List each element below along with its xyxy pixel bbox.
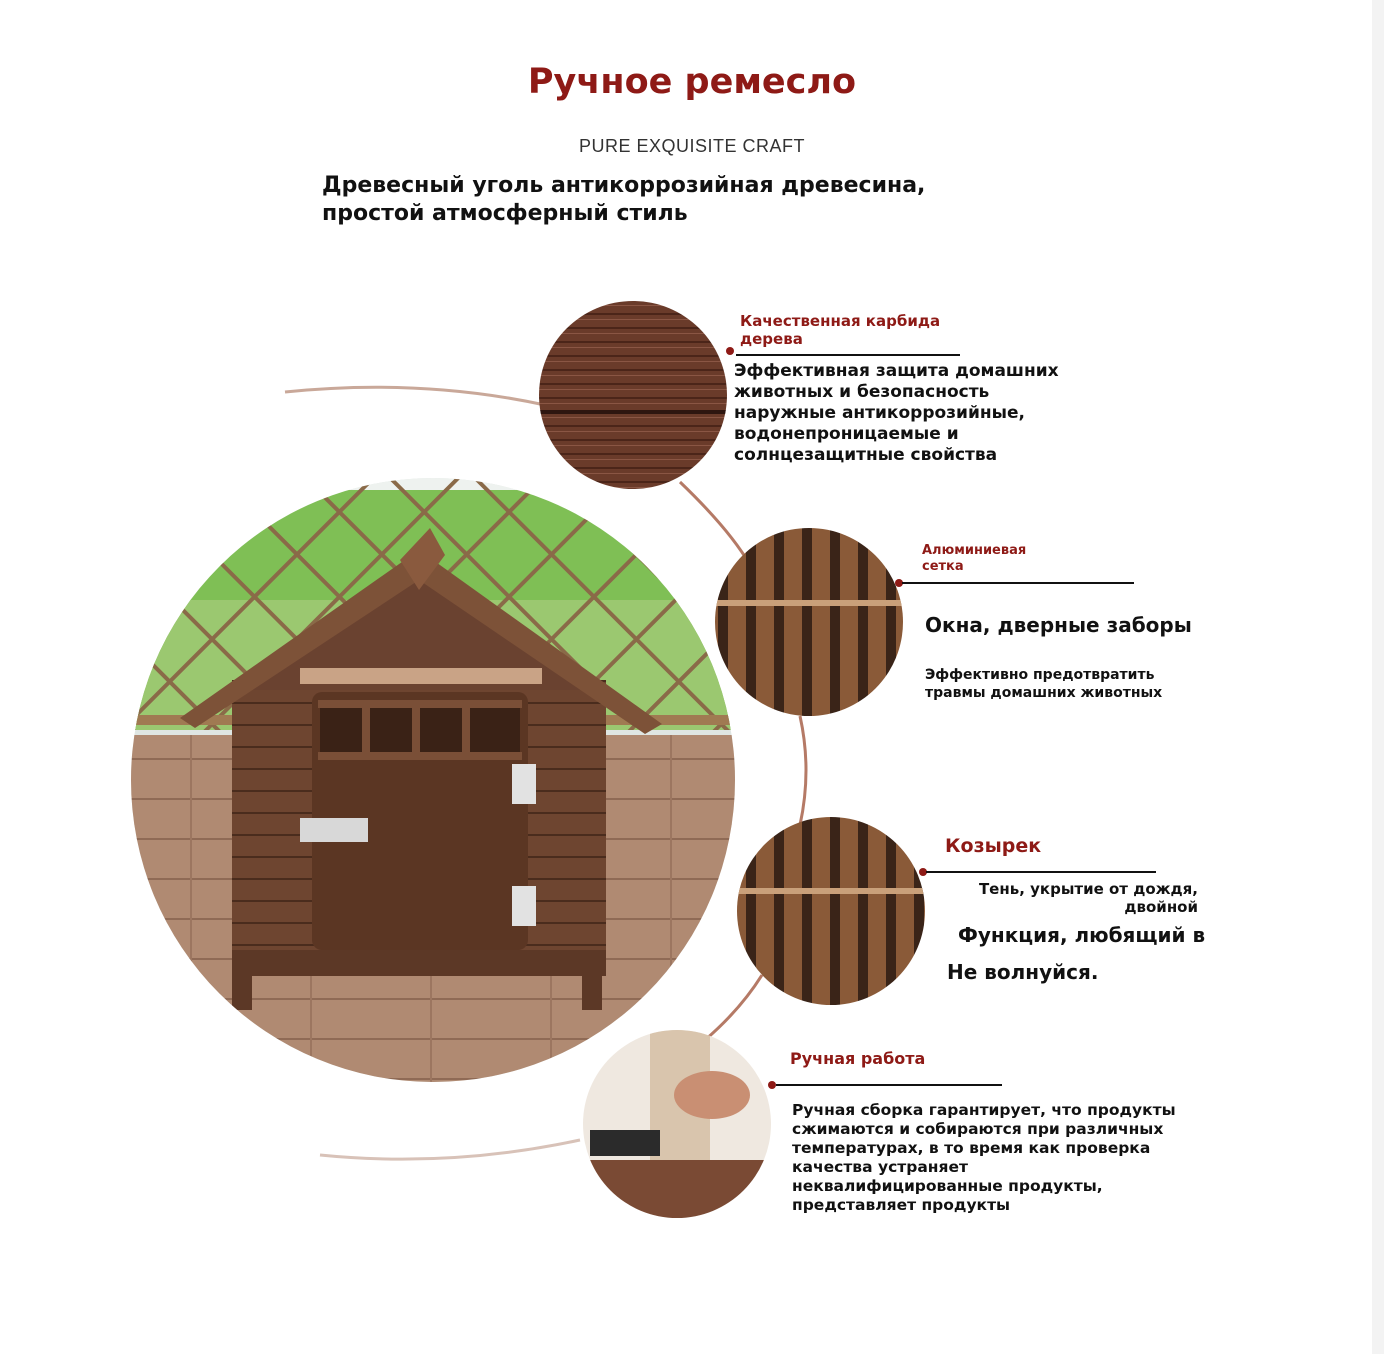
feature-heading-aluminium-mesh: Окна, дверные заборы <box>925 613 1192 637</box>
feature-divider <box>736 354 960 356</box>
feature-label-visor: Козырек <box>945 835 1042 857</box>
connector-arc <box>705 975 762 1040</box>
connector-arc <box>800 716 806 825</box>
feature-text-visor: Тень, укрытие от дождя, двойной <box>978 880 1198 916</box>
visor-photo <box>727 808 937 1018</box>
feature-label-aluminium-mesh: Алюминиевая сетка <box>922 543 1027 574</box>
feature-divider <box>926 871 1156 873</box>
handmade-photo <box>573 1020 783 1230</box>
feature-text-aluminium-mesh: Эффективно предотвратить травмы домашних животных <box>925 667 1163 701</box>
feature-heading-visor-line2: Не волнуйся. <box>947 960 1099 984</box>
page-subtitle: PURE EXQUISITE CRAFT <box>578 136 806 156</box>
feature-text-carbonized-wood: Эффективная защита домашних животных и безопасность наружные антикоррозийные, водонепроницаемые и солнцезащитные свойства <box>734 361 1059 465</box>
feature-heading-visor-line1: Функция, любящий в <box>958 923 1206 947</box>
doghouse-photo <box>120 470 760 1095</box>
feature-label-carbonized-wood: Качественная карбида дерева <box>740 312 941 348</box>
feature-text-handmade: Ручная сборка гарантирует, что продукты сжимаются и собираются при различных температурах, в то время как проверка качества устраняет неквалифицированные продукты, представляет продукты <box>792 1101 1176 1214</box>
connector-arc <box>285 387 545 405</box>
connector-arc <box>680 482 750 565</box>
feature-divider <box>776 1084 1002 1086</box>
page-title: Ручное ремесло <box>527 62 857 102</box>
aluminium-mesh-photo <box>705 520 915 730</box>
feature-divider <box>902 582 1134 584</box>
page-description: Древесный уголь антикоррозийная древесина, простой атмосферный стиль <box>322 173 926 226</box>
feature-label-handmade: Ручная работа <box>790 1049 926 1068</box>
charred-wood-photo <box>530 290 740 500</box>
connector-arc <box>320 1140 580 1159</box>
